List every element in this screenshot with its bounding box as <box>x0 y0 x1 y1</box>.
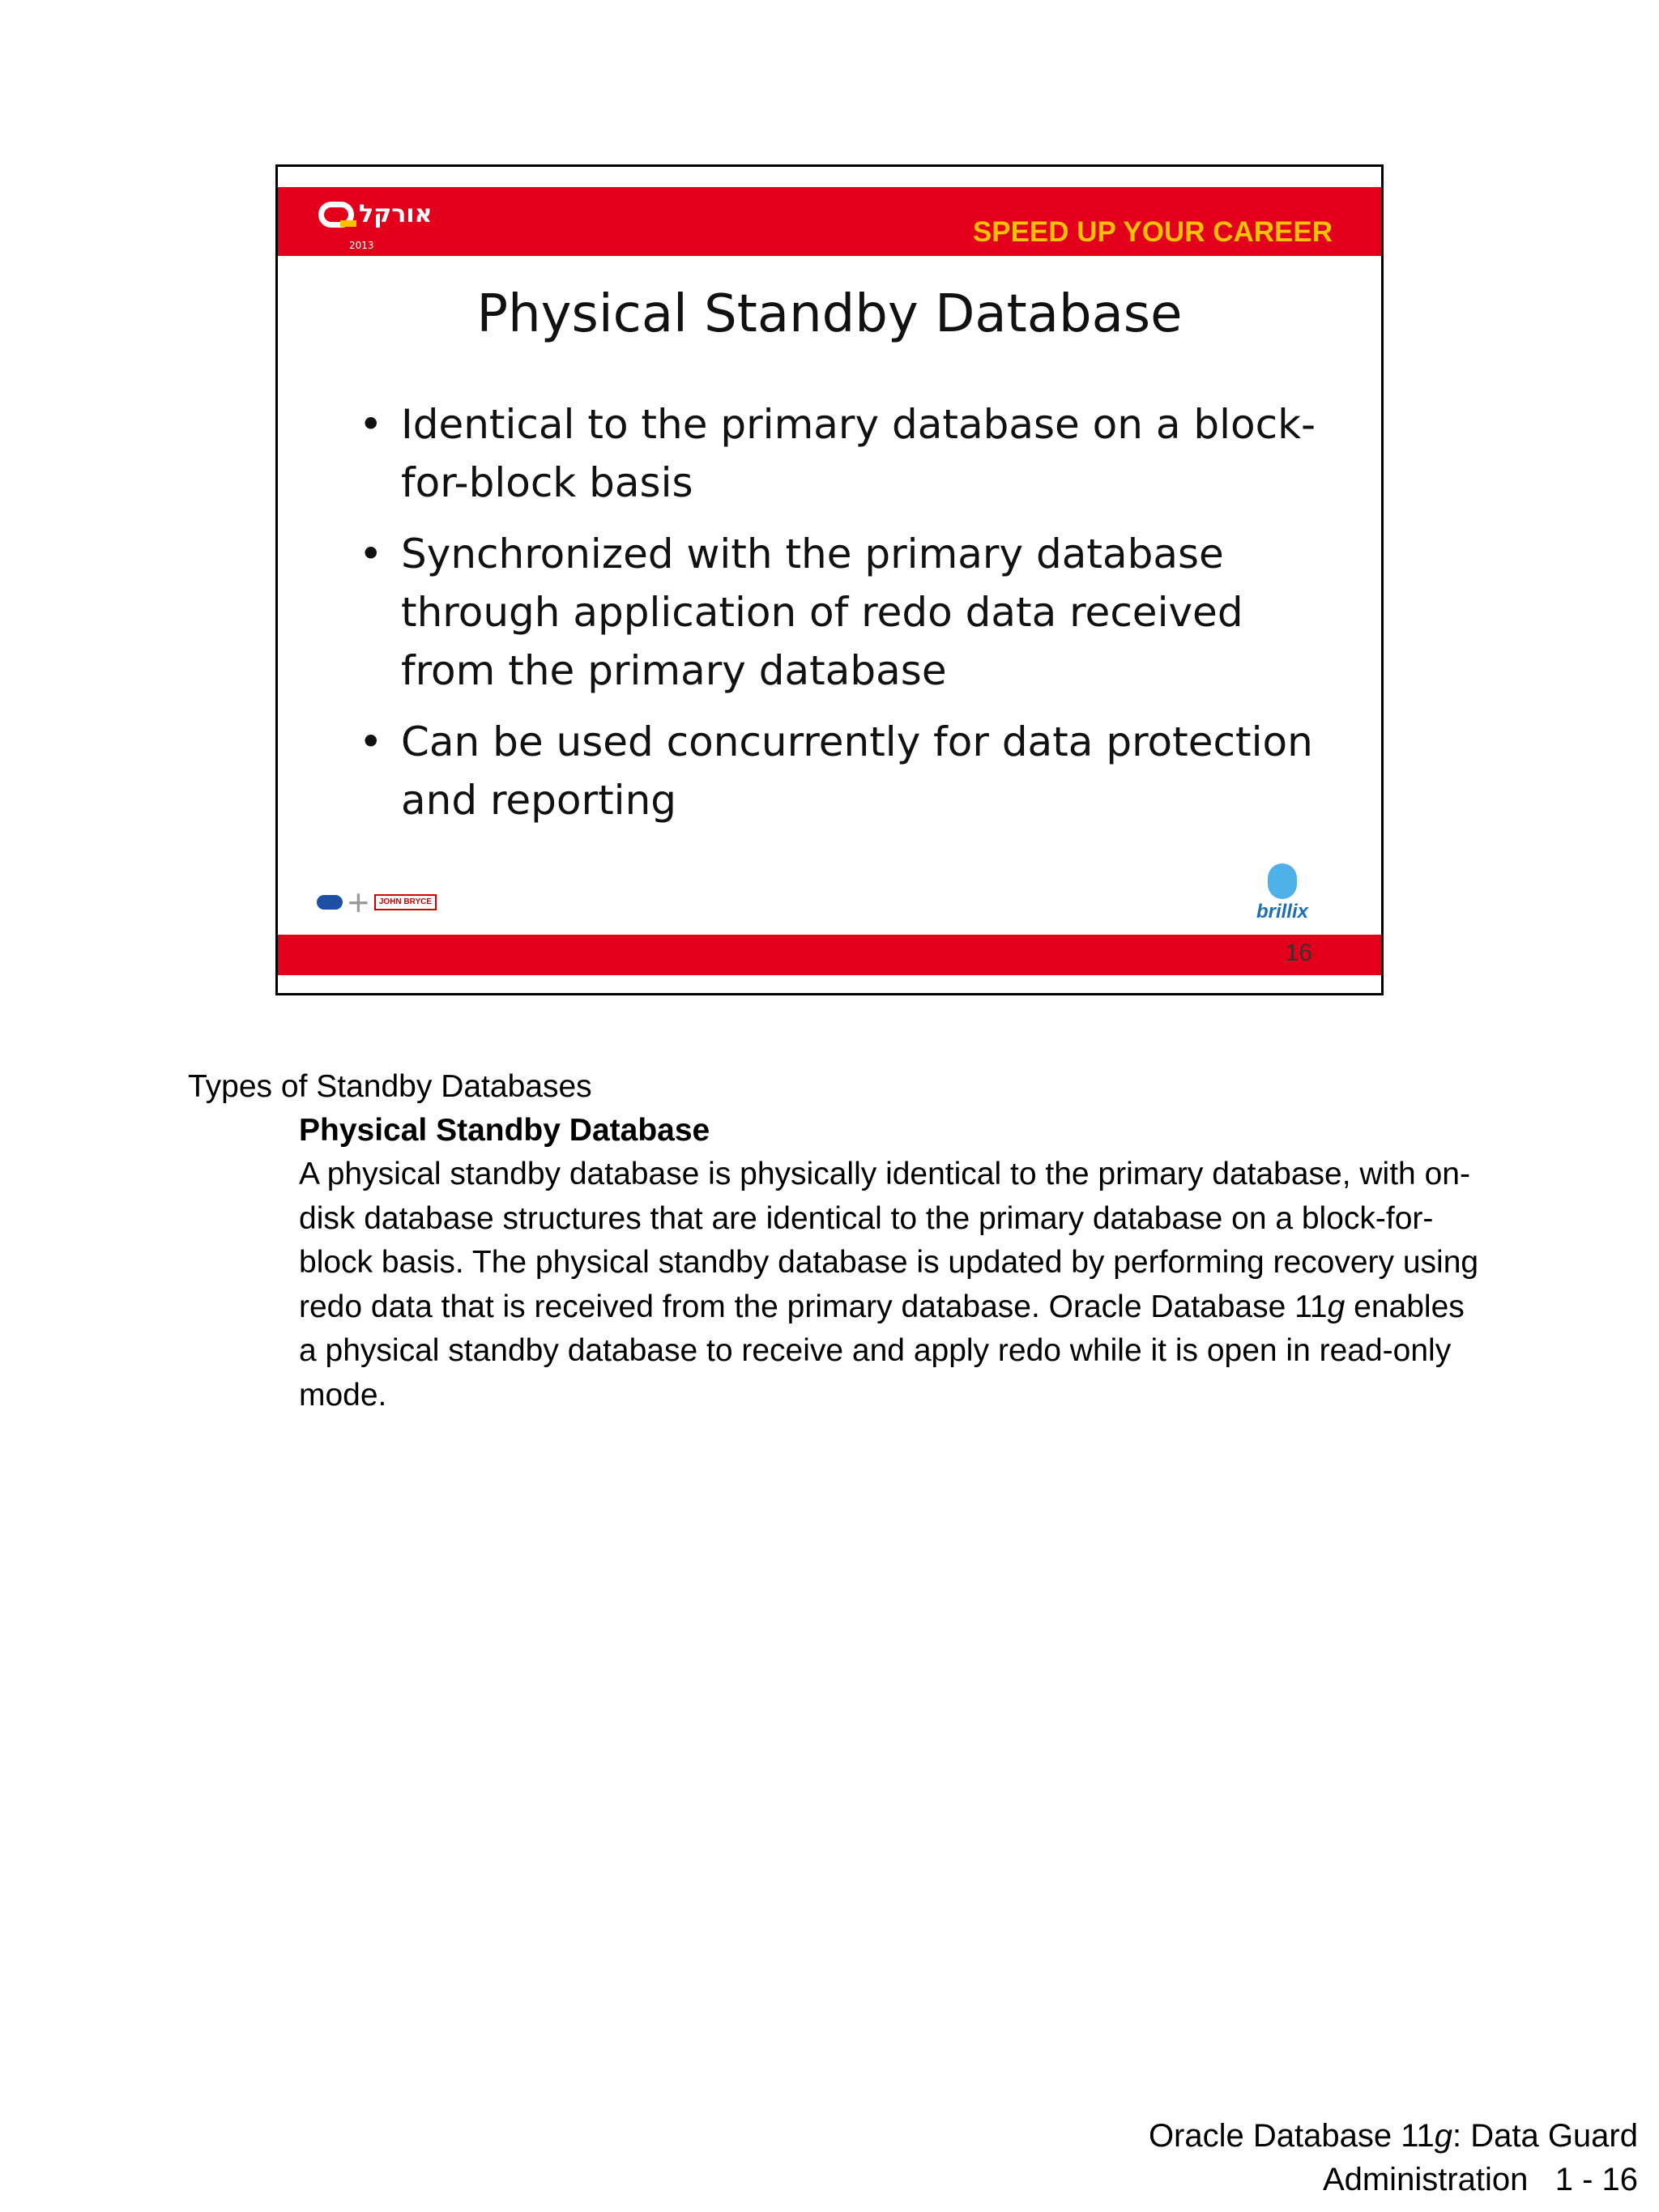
notes-subheading: Physical Standby Database <box>299 1113 710 1148</box>
footer-line-2: Administration 1 - 16 <box>1322 2162 1638 2197</box>
slide-header-bar <box>278 187 1381 256</box>
footer-course-italic: g <box>1434 2118 1452 2154</box>
slide-bullet: • Synchronized with the primary database through application of redo data received from the primary database <box>359 525 1331 700</box>
john-bryce-logo: JOHN BRYCE <box>374 894 437 910</box>
sponsor-logos-left <box>317 881 437 923</box>
footer-course-title: Oracle Database 11 <box>1148 2118 1435 2154</box>
oracle-logo: ORACLE <box>317 1712 424 1739</box>
plus-icon: + <box>348 881 369 923</box>
notes-body-text: A physical standby database is physically identical to the primary database, with on-disk database structures that are identical to the primary database on a block-for-block basis. The physical standby database is updated by performing recovery using redo data that is received from the primary database. Oracle Database 11 <box>299 1157 1479 1324</box>
slide-title: Physical Standby Database <box>476 284 1183 344</box>
footer-line-1 <box>1149 2114 1638 2158</box>
page-footer <box>1149 2114 1638 2201</box>
orakl-week-logo <box>318 200 433 251</box>
slide-bullet-list <box>359 395 1331 842</box>
sponsor-pill-icon <box>317 895 343 910</box>
notes-heading: Types of Standby Databases <box>188 1069 592 1104</box>
logo-ring-icon <box>318 202 354 228</box>
logo-year: 2013 <box>349 240 374 251</box>
slide-page-number: 16 <box>1285 940 1312 966</box>
notes-body-italic: g <box>1327 1289 1346 1324</box>
slide-tagline: SPEED UP YOUR CAREER <box>972 216 1333 248</box>
slide-bullet: • Identical to the primary database on a block-for-block basis <box>359 395 1331 512</box>
logo-text: אורקל <box>359 200 433 228</box>
speaker-notes <box>188 1065 1484 1418</box>
brillix-mark-icon <box>1268 863 1297 899</box>
brillix-name: brillix <box>1256 901 1308 923</box>
notes-body <box>299 1153 1482 1418</box>
notes-body-text-end: enables a physical standby database to receive and apply redo while it is open in read-only mode. <box>299 1289 1465 1413</box>
slide-bullet: • Can be used concurrently for data protection and reporting <box>359 713 1331 829</box>
footer-course-title-end: : Data Guard <box>1452 2118 1638 2154</box>
brillix-logo <box>1256 863 1308 923</box>
